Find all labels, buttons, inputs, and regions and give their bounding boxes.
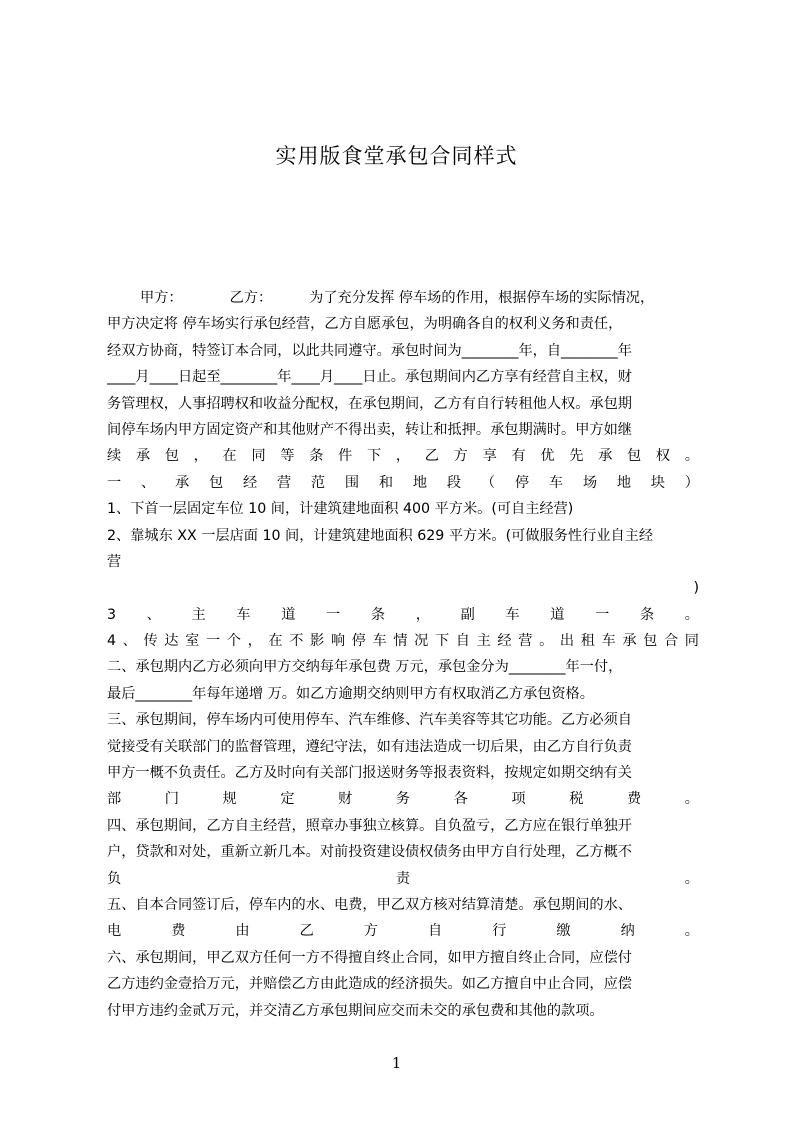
text-line: ____月____日起至________年____月____日止。承包期间内乙方享有经营自主权，财 [107, 369, 632, 386]
text-line: 负责。 [107, 870, 699, 887]
text-line: 最后________年每年递增 万。如乙方逾期交纳则甲方有权取消乙方承包资格。 [107, 685, 594, 702]
intro-text: 为了充分发挥 停车场的作用，根据停车场的实际情况， [309, 290, 655, 306]
text-line: ) [693, 580, 699, 597]
section-heading: 一、承包经营范围和地段（停车场地块） [107, 474, 699, 491]
section-line: 三、承包期间，停车场内可使用停车、汽车维修、汽车美容等其它功能。乙方必须自 [107, 712, 632, 729]
text-line: 甲方决定将 停车场实行承包经营，乙方自愿承包，为明确各自的权利义务和责任， [107, 316, 623, 333]
text-line: 续承包，在同等条件下，乙方享有优先承包权。 [107, 448, 699, 465]
text-line: 觉接受有关联部门的监督管理，遵纪守法，如有违法造成一切后果，由乙方自行负责 [107, 738, 632, 755]
list-item: 3、主车道一条，副车道一条。 [107, 606, 699, 623]
section-line: 五、自本合同签订后，停车内的水、电费，甲乙双方核对结算清楚。承包期间的水、 [107, 896, 632, 913]
text-line: 户，贷款和对处，重新立新几本。对前投资建设债权债务由甲方自行处理，乙方概不 [107, 844, 632, 861]
list-item: 1、下首一层固定车位 10 间，计建筑建地面积 400 平方米。(可自主经营) [107, 501, 574, 518]
section-line: 四、承包期间，乙方自主经营，照章办事独立核算。自负盈亏，乙方应在银行单独开 [107, 817, 632, 834]
text-line: 部门规定财务各项税费。 [107, 791, 699, 808]
list-item: 4、传达室一个，在不影响停车情况下自主经营。出租车承包合同 [107, 633, 699, 650]
party-b-label: 乙方： [229, 290, 273, 306]
text-line: 营 [107, 553, 122, 570]
section-line: 二、承包期内乙方必须向甲方交纳每年承包费 万元，承包金分为________年一付， [107, 659, 623, 676]
section-line: 六、承包期间，甲乙双方任何一方不得擅自终止合同，如甲方擅自终止合同，应偿付 [107, 949, 632, 966]
text-line: 电费由乙方自行缴纳。 [107, 923, 699, 940]
text-line: 甲方一概不负责任。乙方及时向有关部门报送财务等报表资料，按规定如期交纳有关 [107, 765, 632, 782]
text-line: 乙方违约金壹拾万元，并赔偿乙方由此造成的经济损失。如乙方擅自中止合同，应偿 [107, 976, 632, 993]
intro-line [107, 285, 699, 311]
party-a-label: 甲方： [140, 290, 183, 306]
document-title: 实用版食堂承包合同样式 [275, 144, 518, 168]
list-item: 2、靠城东 XX 一层店面 10 间，计建筑建地面积 629 平方米。(可做服务性行业自主经 [107, 527, 654, 544]
text-line: 务管理权，人事招聘权和收益分配权，在承包期间，乙方有自行转租他人权。承包期 [107, 395, 632, 412]
contract-body [107, 285, 699, 1024]
text-line: 间停车场内甲方固定资产和其他财产不得出卖，转让和抵押。承包期满时。甲方如继 [107, 421, 632, 438]
text-line: 付甲方违约金贰万元，并交清乙方承包期间应交而未交的承包费和其他的款项。 [107, 1002, 604, 1019]
page-number: 1 [391, 1054, 402, 1072]
text-line: 经双方协商，特签订本合同，以此共同遵守。承包时间为________年，自________年 [107, 342, 632, 359]
